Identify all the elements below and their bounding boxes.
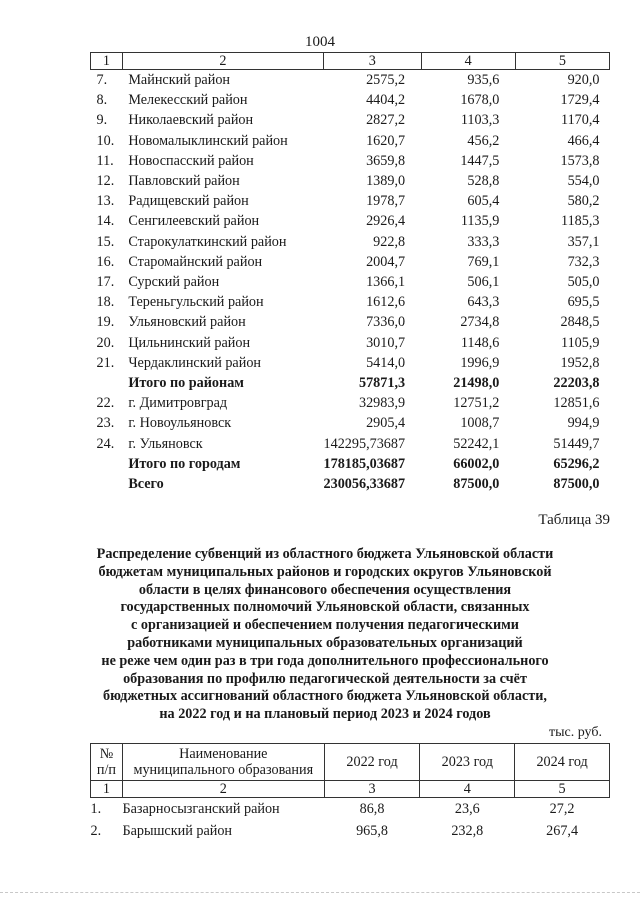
row-number: 20. xyxy=(96,334,115,351)
table-row xyxy=(91,272,610,292)
table-total-row xyxy=(91,474,610,494)
value-2024: 1170,4 xyxy=(561,112,600,129)
table-row xyxy=(91,413,610,433)
row-number: 17. xyxy=(96,274,115,291)
value-2022: 7336,0 xyxy=(366,314,406,331)
table-row xyxy=(91,252,610,272)
row-number: 23. xyxy=(96,415,115,432)
municipality-name: Сенгилеевский район xyxy=(128,213,260,230)
value-2024: 267,4 xyxy=(546,823,579,839)
row-number: 8. xyxy=(96,92,108,109)
value-2023: 12751,2 xyxy=(453,395,500,412)
row-number xyxy=(91,474,123,494)
value-2024: 27,2 xyxy=(549,801,575,817)
heading-line: области в целях финансового обеспечения осуществления xyxy=(138,581,512,598)
header-municipality-line: Наименование xyxy=(179,746,268,762)
municipality-name: Всего xyxy=(128,476,164,493)
municipality-name: г. Димитровград xyxy=(128,395,228,412)
column-number: 3 xyxy=(324,781,420,798)
municipality-name: г. Ульяновск xyxy=(128,435,203,452)
municipality-name: Николаевский район xyxy=(128,112,254,129)
column-number: 5 xyxy=(515,781,610,798)
row-number: 14. xyxy=(96,213,115,230)
column-number: 3 xyxy=(324,53,422,70)
table-row xyxy=(91,434,610,454)
row-number: 2. xyxy=(90,823,102,839)
value-2022: 1612,6 xyxy=(366,294,406,311)
value-2024: 554,0 xyxy=(567,173,600,190)
table-row xyxy=(91,131,610,151)
value-2024: 466,4 xyxy=(567,132,600,149)
page-number: 1004 xyxy=(305,34,335,50)
municipality-name: Радищевский район xyxy=(128,193,249,210)
column-number: 2 xyxy=(122,53,323,70)
table-row xyxy=(91,333,610,353)
unit-label: тыс. руб. xyxy=(549,725,602,740)
row-number: 13. xyxy=(96,193,115,210)
value-2023: 456,2 xyxy=(467,132,500,149)
value-2023: 1135,9 xyxy=(460,213,500,230)
value-2022: 57871,3 xyxy=(358,375,406,392)
table-row xyxy=(91,90,610,110)
value-2023: 66002,0 xyxy=(453,455,500,472)
table-row xyxy=(91,211,610,231)
heading-line: не реже чем один раз в три года дополнительного профессионального xyxy=(101,652,549,669)
value-2023: 1008,7 xyxy=(460,415,500,432)
value-2023: 528,8 xyxy=(467,173,500,190)
municipality-name: Итого по районам xyxy=(128,375,244,392)
value-2023: 52242,1 xyxy=(453,435,500,452)
heading-line: с организацией и обеспечением получения педагогическими xyxy=(131,617,519,634)
heading-line: бюджетных ассигнований областного бюджета Ульяновской области, xyxy=(103,688,547,705)
value-2023: 605,4 xyxy=(467,193,500,210)
value-2024: 1185,3 xyxy=(561,213,600,230)
municipality-name: г. Новоульяновск xyxy=(128,415,232,432)
header-municipality xyxy=(122,744,324,781)
column-number: 5 xyxy=(515,53,609,70)
table-row xyxy=(91,820,610,842)
value-2022: 1366,1 xyxy=(366,274,406,291)
table-row xyxy=(91,70,610,91)
value-2024: 1105,9 xyxy=(561,334,600,351)
column-number: 2 xyxy=(122,781,324,798)
municipality-name: Новоспасский район xyxy=(128,152,254,169)
value-2022: 1620,7 xyxy=(366,132,406,149)
heading-line: работниками муниципальных образовательных организаций xyxy=(127,634,523,651)
value-2022: 5414,0 xyxy=(366,354,406,371)
row-number: 9. xyxy=(96,112,108,129)
column-number: 4 xyxy=(420,781,515,798)
value-2022: 2827,2 xyxy=(366,112,406,129)
row-number: 22. xyxy=(96,395,115,412)
value-2024: 695,5 xyxy=(567,294,600,311)
row-number: 12. xyxy=(96,173,115,190)
value-2023: 1148,6 xyxy=(460,334,500,351)
municipality-name: Цильнинский район xyxy=(128,334,251,351)
row-number: 15. xyxy=(96,233,115,250)
value-2023: 23,6 xyxy=(454,801,480,817)
page-edge-divider xyxy=(0,892,640,893)
value-2023: 1103,3 xyxy=(460,112,500,129)
column-number: 1 xyxy=(91,781,123,798)
row-number: 10. xyxy=(96,132,115,149)
column-number-row xyxy=(91,781,610,798)
value-2023: 769,1 xyxy=(467,253,500,270)
municipality-name: Старокулаткинский район xyxy=(128,233,287,250)
subsidy-table-continued xyxy=(90,52,610,494)
municipality-name: Тереньгульский район xyxy=(128,294,264,311)
value-2023: 935,6 xyxy=(467,72,500,88)
value-2024: 51449,7 xyxy=(553,435,600,452)
municipality-name: Новомалыклинский район xyxy=(128,132,288,149)
value-2024: 1952,8 xyxy=(560,354,600,371)
table-row xyxy=(91,232,610,252)
value-2023: 1678,0 xyxy=(460,92,500,109)
value-2022: 2575,2 xyxy=(366,72,406,88)
value-2022: 230056,33687 xyxy=(323,476,406,493)
column-number: 4 xyxy=(421,53,515,70)
municipality-name: Базарносызганский район xyxy=(122,801,280,817)
heading-line: Распределение субвенций из областного бюджета Ульяновской области xyxy=(96,546,554,562)
heading-line: образования по профилю педагогической деятельности за счёт xyxy=(123,670,527,687)
value-2024: 994,9 xyxy=(567,415,600,432)
header-municipality-line: муниципального образования xyxy=(133,762,314,778)
value-2024: 1573,8 xyxy=(560,152,600,169)
value-2024: 580,2 xyxy=(567,193,600,210)
heading-line: бюджетам муниципальных районов и городских округов Ульяновской xyxy=(98,563,552,580)
row-number: 24. xyxy=(96,435,115,452)
row-number: 16. xyxy=(96,253,115,270)
table-row xyxy=(91,393,610,413)
municipality-name: Старомайнский район xyxy=(128,253,263,270)
row-number: 19. xyxy=(96,314,115,331)
row-number: 18. xyxy=(96,294,115,311)
value-2023: 2734,8 xyxy=(460,314,500,331)
table-row xyxy=(91,171,610,191)
municipality-name: Майнский район xyxy=(128,72,231,88)
value-2022: 2926,4 xyxy=(366,213,406,230)
row-number: 7. xyxy=(96,72,108,88)
table-total-row xyxy=(91,454,610,474)
value-2024: 87500,0 xyxy=(553,476,600,493)
header-index-line: п/п xyxy=(96,762,117,778)
table-row xyxy=(91,191,610,211)
row-number xyxy=(91,454,123,474)
municipality-name: Чердаклинский район xyxy=(128,354,262,371)
municipality-name: Итого по городам xyxy=(128,455,241,472)
row-number: 1. xyxy=(90,801,102,817)
row-number: 11. xyxy=(96,152,114,169)
value-2024: 22203,8 xyxy=(553,375,600,392)
table-row xyxy=(91,312,610,332)
value-2023: 1996,9 xyxy=(460,354,500,371)
table-heading xyxy=(80,546,570,724)
value-2024: 12851,6 xyxy=(553,395,600,412)
header-year-2022: 2022 год xyxy=(324,744,420,781)
value-2023: 506,1 xyxy=(467,274,500,291)
value-2023: 87500,0 xyxy=(453,476,500,493)
value-2022: 2905,4 xyxy=(366,415,406,432)
header-year-2024: 2024 год xyxy=(515,744,610,781)
table-row xyxy=(91,353,610,373)
value-2022: 142295,73687 xyxy=(323,435,406,452)
value-2022: 922,8 xyxy=(373,233,406,250)
municipality-name: Сурский район xyxy=(128,274,220,291)
value-2022: 86,8 xyxy=(359,801,385,817)
value-2024: 920,0 xyxy=(567,72,600,88)
column-number-row xyxy=(91,53,610,70)
value-2024: 1729,4 xyxy=(560,92,600,109)
value-2024: 732,3 xyxy=(567,253,600,270)
value-2024: 505,0 xyxy=(567,274,600,291)
column-number: 1 xyxy=(91,53,123,70)
value-2022: 4404,2 xyxy=(366,92,406,109)
heading-line: на 2022 год и на плановый период 2023 и 2024 годов xyxy=(159,706,491,723)
value-2022: 965,8 xyxy=(356,823,388,839)
municipality-name: Павловский район xyxy=(128,173,240,190)
value-2022: 32983,9 xyxy=(358,395,406,412)
value-2024: 65296,2 xyxy=(553,455,600,472)
value-2023: 643,3 xyxy=(467,294,500,311)
heading-line: государственных полномочий Ульяновской области, связанных xyxy=(120,599,530,616)
subsidy-table-39 xyxy=(90,743,610,842)
value-2024: 2848,5 xyxy=(560,314,600,331)
header-year-2023: 2023 год xyxy=(420,744,515,781)
value-2022: 3659,8 xyxy=(366,152,406,169)
value-2023: 232,8 xyxy=(451,823,484,839)
value-2023: 21498,0 xyxy=(453,375,500,392)
header-index xyxy=(91,744,123,781)
table-row xyxy=(91,110,610,130)
value-2023: 333,3 xyxy=(467,233,500,250)
value-2022: 1389,0 xyxy=(366,173,406,190)
value-2022: 178185,03687 xyxy=(323,455,406,472)
table-row xyxy=(91,151,610,171)
value-2022: 2004,7 xyxy=(366,253,406,270)
table-total-row xyxy=(91,373,610,393)
municipality-name: Мелекесский район xyxy=(128,92,248,109)
value-2022: 1978,7 xyxy=(366,193,406,210)
municipality-name: Барышский район xyxy=(122,823,233,839)
row-number xyxy=(91,373,123,393)
value-2023: 1447,5 xyxy=(460,152,500,169)
header-index-line: № xyxy=(99,746,114,762)
row-number: 21. xyxy=(96,354,115,371)
value-2024: 357,1 xyxy=(567,233,600,250)
table-row xyxy=(91,798,610,821)
value-2022: 3010,7 xyxy=(366,334,406,351)
table-label: Таблица 39 xyxy=(538,512,610,528)
table-header-row xyxy=(91,744,610,781)
table-row xyxy=(91,292,610,312)
municipality-name: Ульяновский район xyxy=(128,314,246,331)
